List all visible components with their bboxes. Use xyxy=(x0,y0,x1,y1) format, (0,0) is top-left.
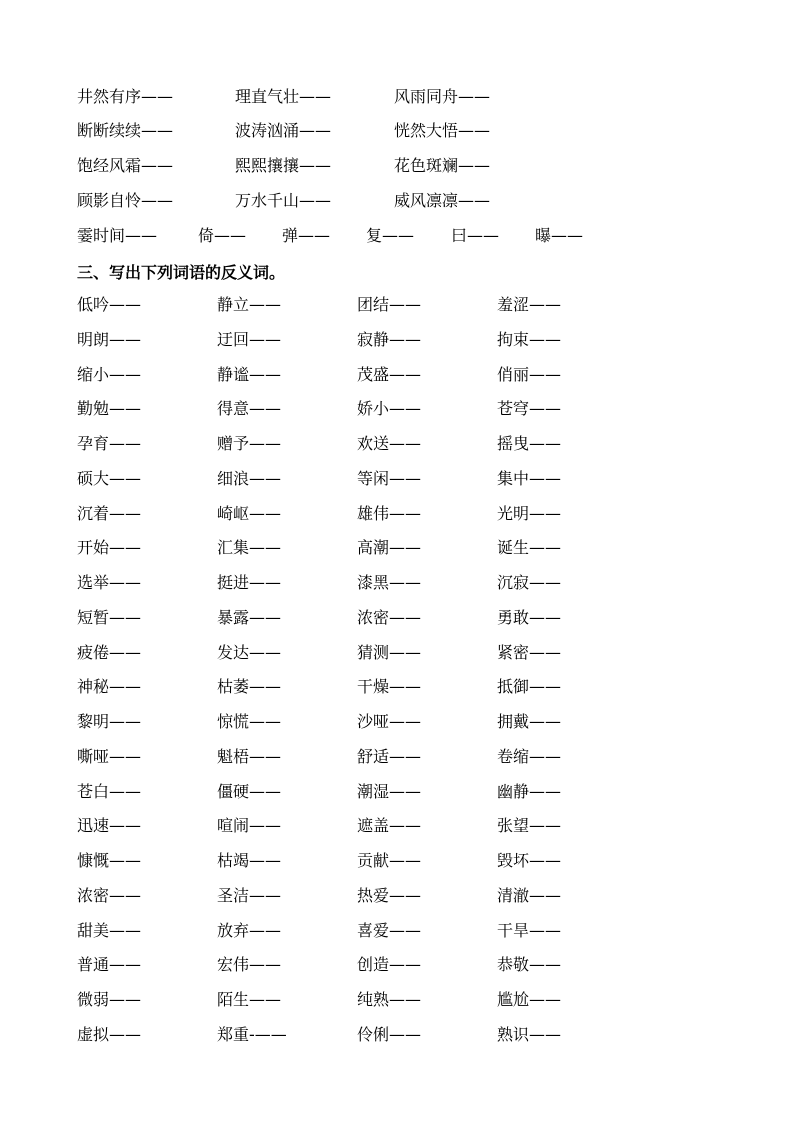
antonym-item: 疲倦—— xyxy=(77,643,142,662)
antonym-item: 遮盖—— xyxy=(357,816,422,835)
antonym-item: 高潮—— xyxy=(357,538,422,557)
antonym-row xyxy=(0,920,794,950)
short-word-item: 霎时间—— xyxy=(77,226,158,245)
idiom-item: 恍然大悟—— xyxy=(394,121,491,140)
idiom-item: 威风凛凛—— xyxy=(394,191,491,210)
antonym-item: 沙哑—— xyxy=(357,712,422,731)
antonym-item: 迂回—— xyxy=(217,330,282,349)
antonym-item: 浓密—— xyxy=(77,886,142,905)
short-word-item: 曝—— xyxy=(535,226,584,245)
antonym-item: 苍白—— xyxy=(77,782,142,801)
short-word-item: 倚—— xyxy=(198,226,247,245)
antonym-item: 纯熟—— xyxy=(357,990,422,1009)
antonym-item: 拥戴—— xyxy=(497,712,562,731)
antonym-item: 慷慨—— xyxy=(77,851,142,870)
antonym-item: 沉寂—— xyxy=(497,573,562,592)
antonym-item: 诞生—— xyxy=(497,538,562,557)
antonym-item: 细浪—— xyxy=(217,469,282,488)
antonym-item: 创造—— xyxy=(357,955,422,974)
antonym-item: 漆黑—— xyxy=(357,573,422,592)
antonym-row xyxy=(0,989,794,1019)
antonym-item: 毁坏—— xyxy=(497,851,562,870)
antonym-item: 赠予—— xyxy=(217,434,282,453)
antonym-item: 神秘—— xyxy=(77,677,142,696)
antonym-item: 热爱—— xyxy=(357,886,422,905)
antonym-item: 勇敢—— xyxy=(497,608,562,627)
antonym-item: 宏伟—— xyxy=(217,955,282,974)
antonym-item: 开始—— xyxy=(77,538,142,557)
antonym-row xyxy=(0,503,794,533)
antonym-row xyxy=(0,433,794,463)
antonym-item: 暴露—— xyxy=(217,608,282,627)
antonym-item: 寂静—— xyxy=(357,330,422,349)
idiom-row-4 xyxy=(0,190,794,220)
antonym-item: 短暂—— xyxy=(77,608,142,627)
antonym-item: 惊慌—— xyxy=(217,712,282,731)
antonym-item: 汇集—— xyxy=(217,538,282,557)
idiom-item: 断断续续—— xyxy=(77,121,174,140)
antonym-row xyxy=(0,746,794,776)
antonym-item: 羞涩—— xyxy=(497,295,562,314)
section-three-heading: 三、写出下列词语的反义词。 xyxy=(77,263,286,282)
antonym-item: 欢送—— xyxy=(357,434,422,453)
antonym-row xyxy=(0,885,794,915)
antonym-item: 光明—— xyxy=(497,504,562,523)
antonym-row xyxy=(0,294,794,324)
antonym-item: 僵硬—— xyxy=(217,782,282,801)
antonym-item: 团结—— xyxy=(357,295,422,314)
antonym-item: 集中—— xyxy=(497,469,562,488)
antonym-row xyxy=(0,642,794,672)
antonym-item: 恭敬—— xyxy=(497,955,562,974)
antonym-row xyxy=(0,711,794,741)
antonym-item: 得意—— xyxy=(217,399,282,418)
antonym-item: 张望—— xyxy=(497,816,562,835)
idiom-row-1 xyxy=(0,86,794,116)
antonym-row xyxy=(0,572,794,602)
antonym-item: 郑重-—— xyxy=(217,1025,287,1044)
antonym-item: 崎岖—— xyxy=(217,504,282,523)
idiom-item: 顾影自怜—— xyxy=(77,191,174,210)
idiom-row-3 xyxy=(0,155,794,185)
antonym-item: 喜爱—— xyxy=(357,921,422,940)
antonym-item: 干旱—— xyxy=(497,921,562,940)
antonym-item: 孕育—— xyxy=(77,434,142,453)
antonym-item: 茂盛—— xyxy=(357,365,422,384)
antonym-item: 等闲—— xyxy=(357,469,422,488)
antonym-item: 拘束—— xyxy=(497,330,562,349)
antonym-item: 潮湿—— xyxy=(357,782,422,801)
idiom-item: 井然有序—— xyxy=(77,87,174,106)
antonym-item: 贡献—— xyxy=(357,851,422,870)
antonym-item: 干燥—— xyxy=(357,677,422,696)
antonym-row xyxy=(0,676,794,706)
antonym-item: 俏丽—— xyxy=(497,365,562,384)
antonym-item: 明朗—— xyxy=(77,330,142,349)
antonym-item: 娇小—— xyxy=(357,399,422,418)
short-word-item: 弹—— xyxy=(282,226,331,245)
antonym-row xyxy=(0,954,794,984)
antonym-item: 圣洁—— xyxy=(217,886,282,905)
idiom-item: 风雨同舟—— xyxy=(394,87,491,106)
antonym-item: 舒适—— xyxy=(357,747,422,766)
antonym-item: 抵御—— xyxy=(497,677,562,696)
antonym-row xyxy=(0,468,794,498)
antonym-item: 黎明—— xyxy=(77,712,142,731)
antonym-item: 放弃—— xyxy=(217,921,282,940)
antonym-item: 喧闹—— xyxy=(217,816,282,835)
antonym-item: 静谧—— xyxy=(217,365,282,384)
antonym-item: 魁梧—— xyxy=(217,747,282,766)
antonym-item: 沉着—— xyxy=(77,504,142,523)
antonym-item: 尴尬—— xyxy=(497,990,562,1009)
antonym-row xyxy=(0,815,794,845)
antonym-item: 熟识—— xyxy=(497,1025,562,1044)
antonym-row xyxy=(0,781,794,811)
antonym-item: 静立—— xyxy=(217,295,282,314)
antonym-item: 苍穹—— xyxy=(497,399,562,418)
idiom-item: 理直气壮—— xyxy=(235,87,332,106)
antonym-item: 雄伟—— xyxy=(357,504,422,523)
antonym-row xyxy=(0,329,794,359)
antonym-item: 低吟—— xyxy=(77,295,142,314)
antonym-item: 紧密—— xyxy=(497,643,562,662)
antonym-item: 浓密—— xyxy=(357,608,422,627)
antonym-item: 枯竭—— xyxy=(217,851,282,870)
antonym-item: 幽静—— xyxy=(497,782,562,801)
antonym-item: 清澈—— xyxy=(497,886,562,905)
antonym-item: 迅速—— xyxy=(77,816,142,835)
antonym-item: 普通—— xyxy=(77,955,142,974)
antonym-item: 猜测—— xyxy=(357,643,422,662)
antonym-item: 陌生—— xyxy=(217,990,282,1009)
antonym-item: 硕大—— xyxy=(77,469,142,488)
idiom-item: 花色斑斓—— xyxy=(394,156,491,175)
antonym-item: 摇曳—— xyxy=(497,434,562,453)
antonym-item: 发达—— xyxy=(217,643,282,662)
antonym-item: 微弱—— xyxy=(77,990,142,1009)
short-word-row xyxy=(0,225,794,255)
idiom-item: 万水千山—— xyxy=(235,191,332,210)
antonym-item: 嘶哑—— xyxy=(77,747,142,766)
antonym-item: 虚拟—— xyxy=(77,1025,142,1044)
idiom-item: 熙熙攘攘—— xyxy=(235,156,332,175)
antonym-row xyxy=(0,364,794,394)
idiom-row-2 xyxy=(0,120,794,150)
idiom-item: 饱经风霜—— xyxy=(77,156,174,175)
antonym-row xyxy=(0,537,794,567)
antonym-item: 甜美—— xyxy=(77,921,142,940)
antonym-row xyxy=(0,398,794,428)
antonym-row xyxy=(0,607,794,637)
antonym-item: 勤勉—— xyxy=(77,399,142,418)
antonym-item: 卷缩—— xyxy=(497,747,562,766)
antonym-item: 选举—— xyxy=(77,573,142,592)
idiom-item: 波涛汹涌—— xyxy=(235,121,332,140)
antonym-item: 枯萎—— xyxy=(217,677,282,696)
short-word-item: 复—— xyxy=(366,226,415,245)
short-word-item: 曰—— xyxy=(451,226,500,245)
antonym-item: 伶俐—— xyxy=(357,1025,422,1044)
antonym-item: 缩小—— xyxy=(77,365,142,384)
antonym-row xyxy=(0,850,794,880)
antonym-row xyxy=(0,1024,794,1054)
antonym-item: 挺进—— xyxy=(217,573,282,592)
